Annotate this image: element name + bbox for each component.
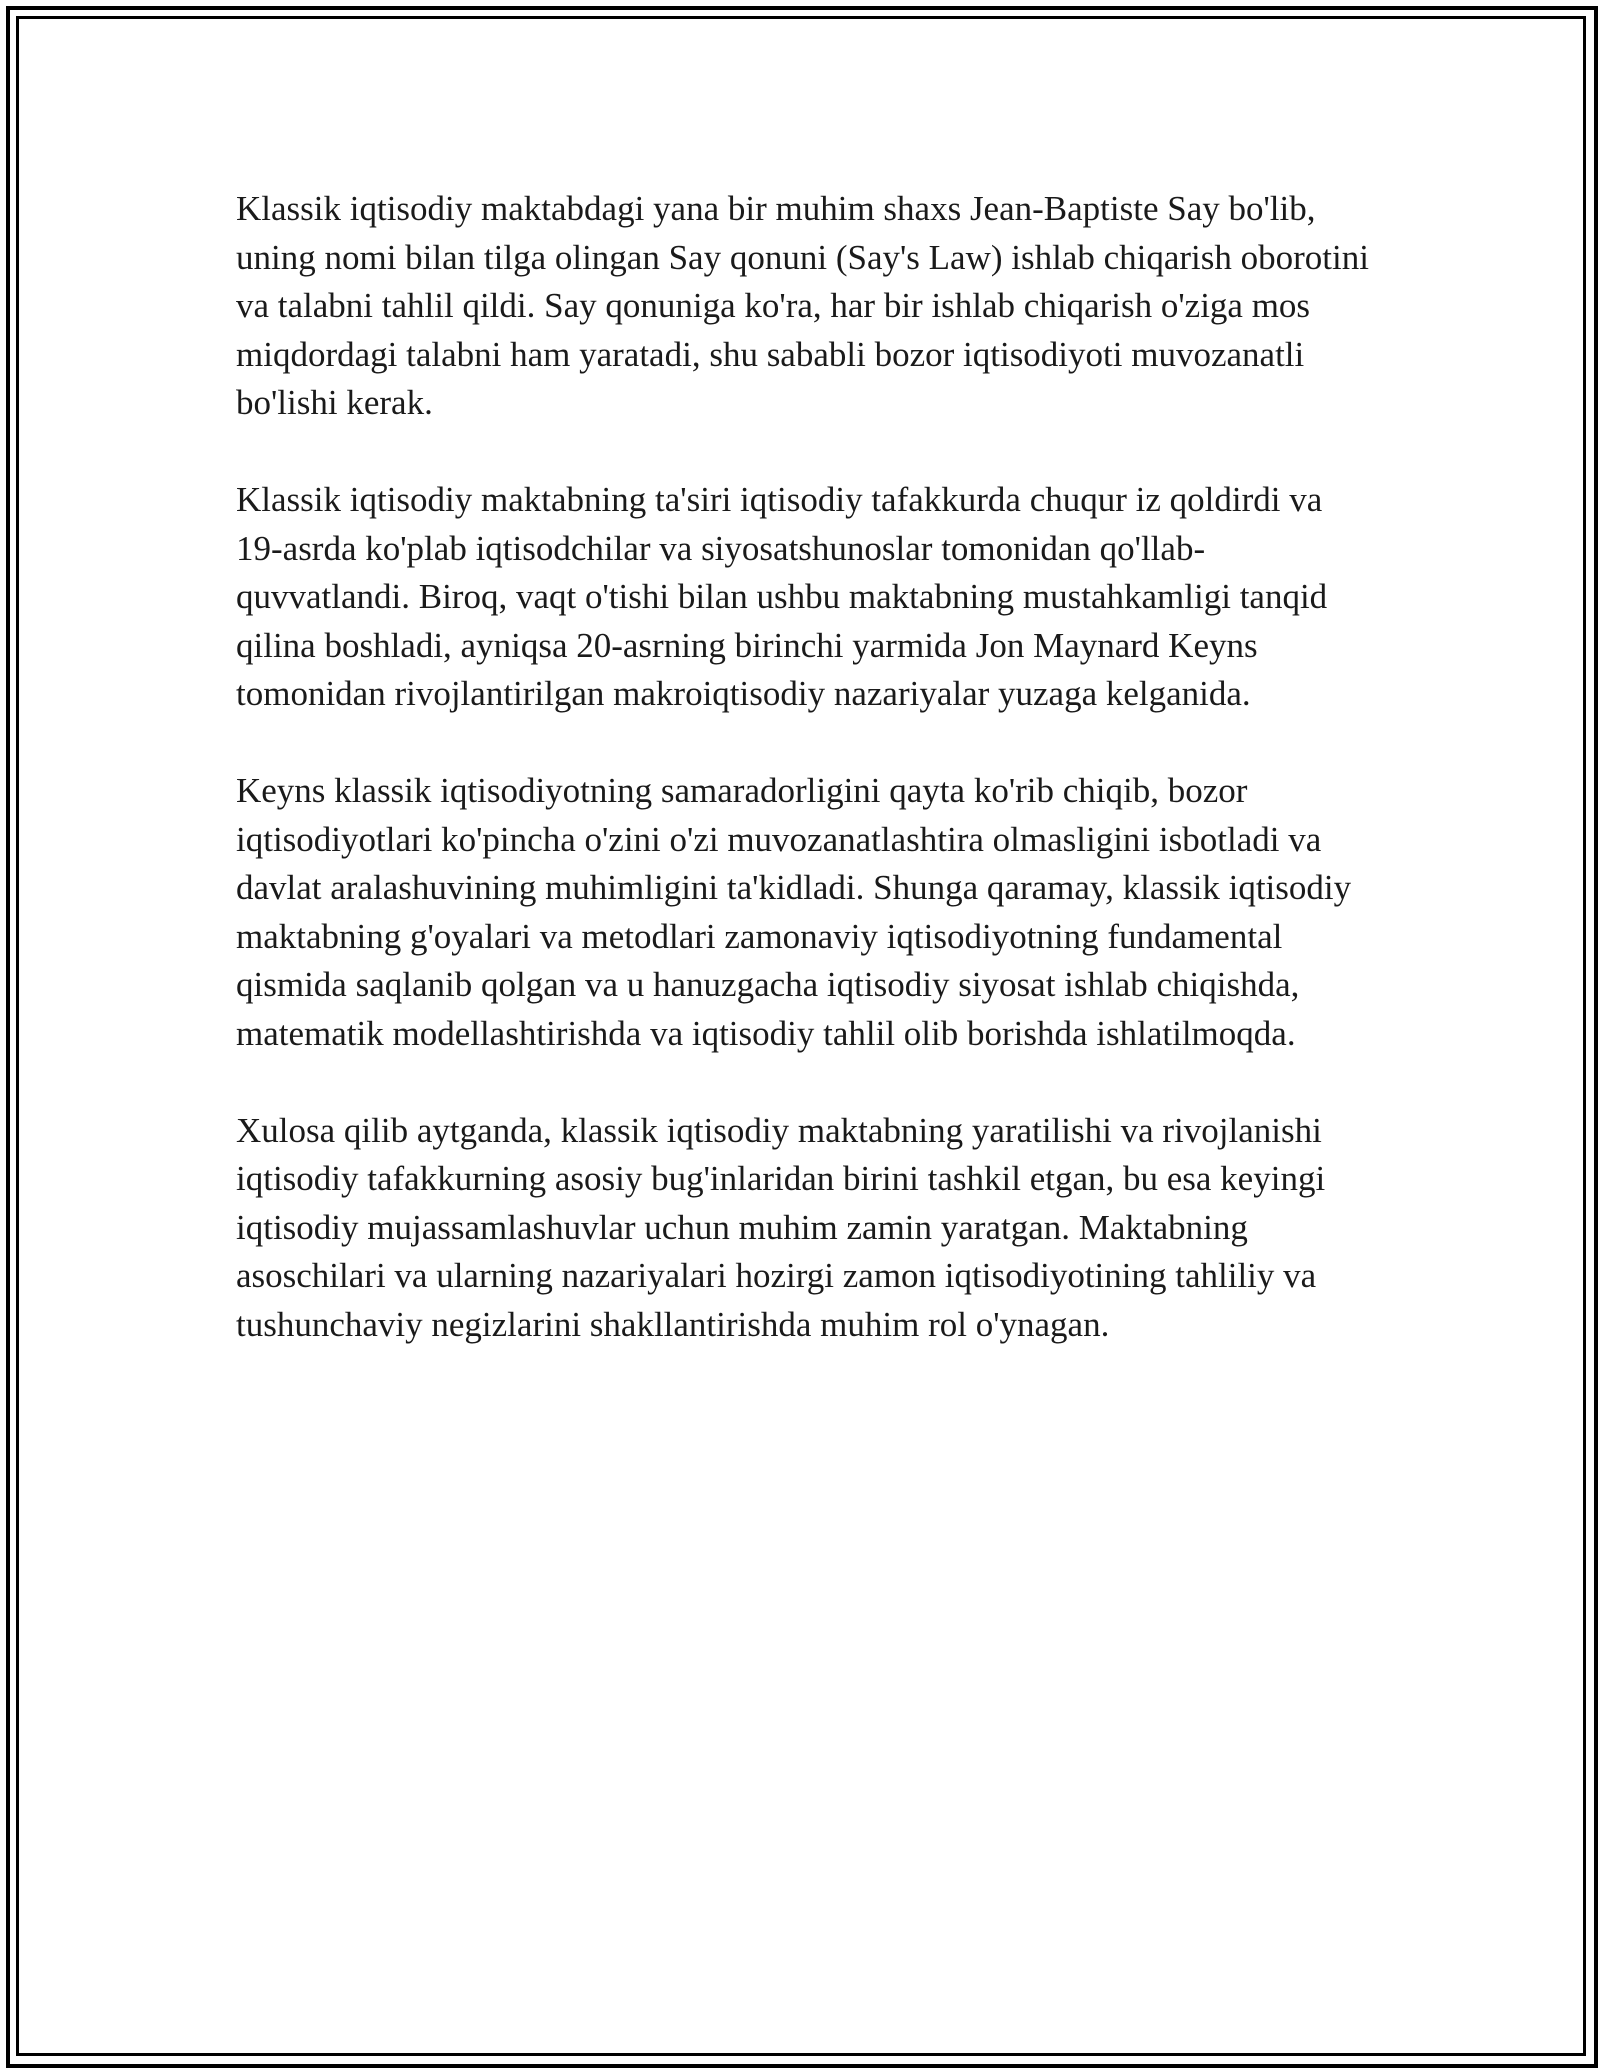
paragraph-keynes: Keyns klassik iqtisodiyotning samaradorligini qayta ko'rib chiqib, bozor iqtisodiyotlari ko'pincha o'zini o'zi muvozanatlashtira olmasligini isbotladi va davlat aralashuvining muhimligini ta'kidladi. Shunga qaramay, klassik iqtisodiy maktabning g'oyalari va metodlari zamonaviy iqtisodiyotning fundamental qismida saqlanib qolgan va u hanuzgacha iqtisodiy siyosat ishlab chiqishda, matematik modellashtirishda va iqtisodiy tahlil olib borishda ishlatilmoqda. [236,771,1352,1053]
paragraph-conclusion: Xulosa qilib aytganda, klassik iqtisodiy maktabning yaratilishi va rivojlanishi iqtisodiy tafakkurning asosiy bug'inlaridan birini tashkil etgan, bu esa keyingi iqtisodiy mujassamlashuvlar uchun muhim zamin yaratgan. Maktabning asoschilari va ularning nazariyalari hozirgi zamon iqtisodiyotining tahliliy va tushunchaviy negizlarini shakllantirishda muhim rol o'ynagan. [236,1110,1326,1344]
paragraph-say-law: Klassik iqtisodiy maktabdagi yana bir muhim shaxs Jean-Baptiste Say bo'lib, uning nomi bilan tilga olingan Say qonuni (Say's Law) ishlab chiqarish oborotini va talabni tahlil qildi. Say qonuniga ko'ra, har bir ishlab chiqarish o'ziga mos miqdordagi talabni ham yaratadi, shu sababli bozor iqtisodiyoti muvozanatli bo'lishi kerak. [236,189,1369,422]
document-body [236,185,1376,1398]
paragraph-classical-influence: Klassik iqtisodiy maktabning ta'siri iqtisodiy tafakkurda chuqur iz qoldirdi va 19-asrda ko'plab iqtisodchilar va siyosatshunoslar tomonidan qo'llab-quvvatlandi. Biroq, vaqt o'tishi bilan ushbu maktabning mustahkamligi tanqid qilina boshladi, ayniqsa 20-asrning birinchi yarmida Jon Maynard Keyns tomonidan rivojlantirilgan makroiqtisodiy nazariyalar yuzaga kelganida. [236,480,1328,713]
